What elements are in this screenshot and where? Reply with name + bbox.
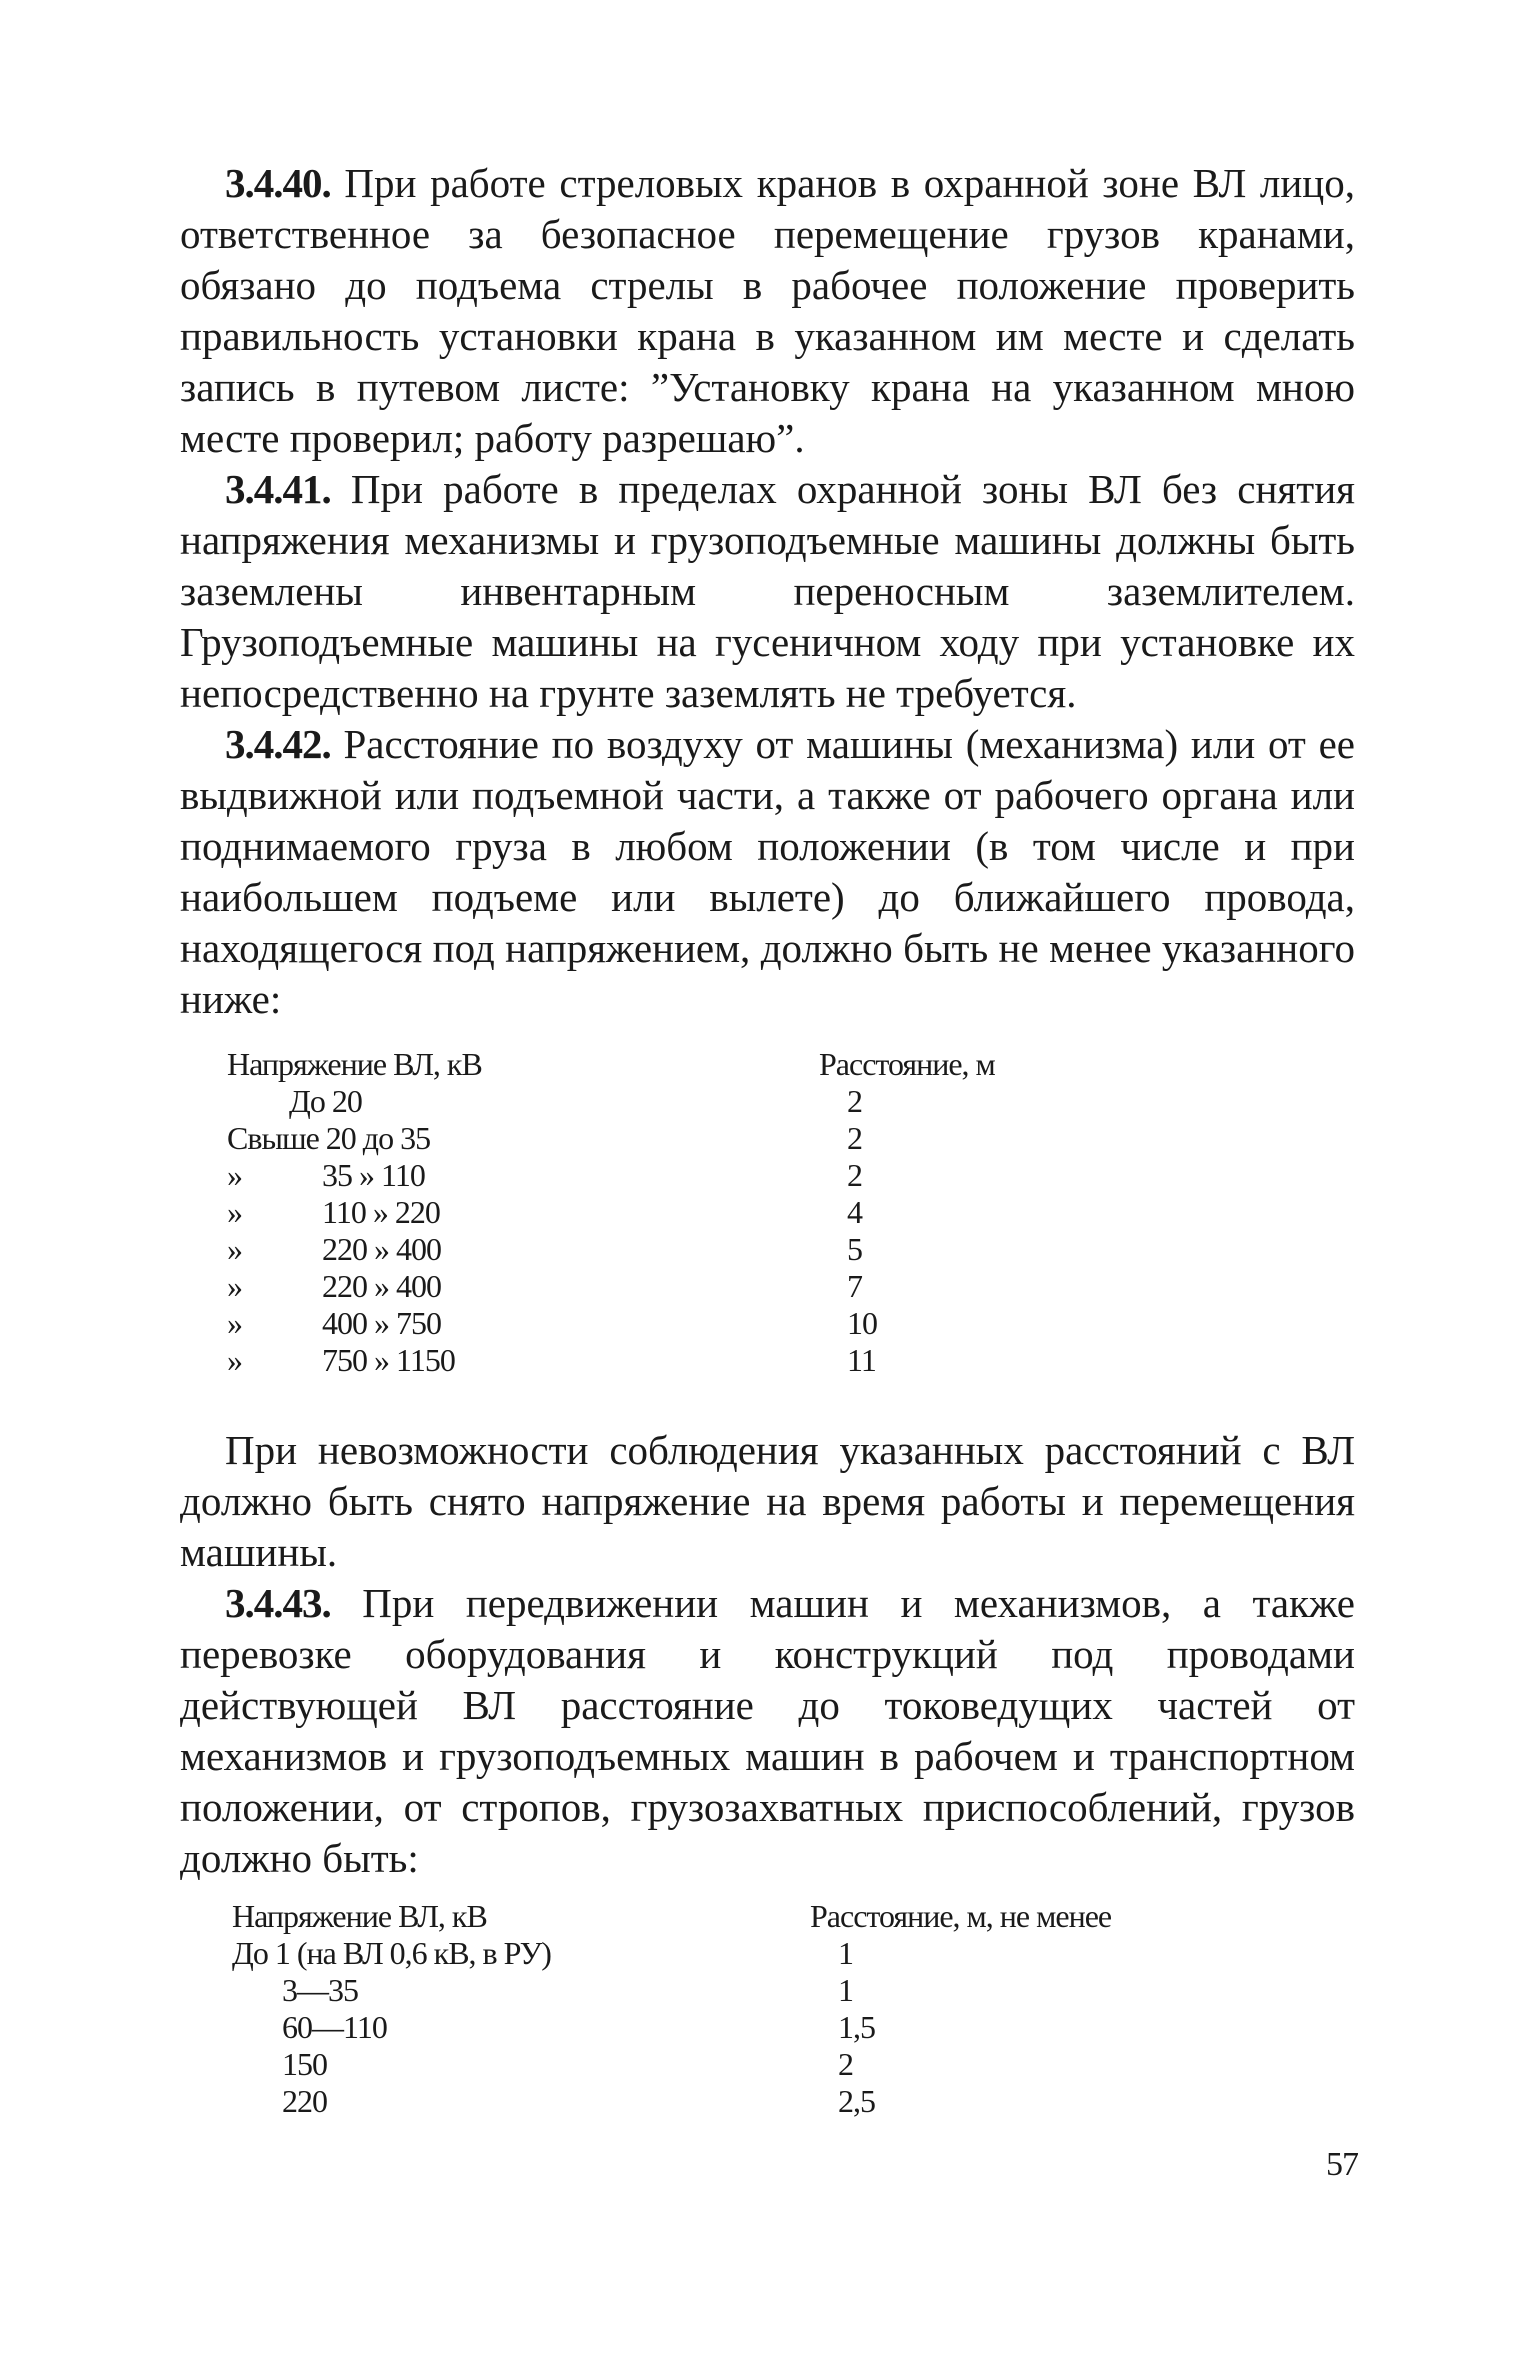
ditto-mark: » [227,1305,242,1341]
distance-cell: 7 [847,1268,862,1304]
table-row [227,1305,995,1342]
table-row [232,2083,1111,2120]
voltage-to: 400 [396,1231,441,1267]
section-number: 3.4.41. [225,466,331,512]
distance-table-2 [232,1898,1111,2120]
voltage-to: 750 [396,1305,441,1341]
distance-cell: 1 [838,1935,853,1971]
table-row [227,1231,995,1268]
voltage-cell: 150 [282,2046,327,2082]
voltage-cell: До 1 (на ВЛ 0,6 кВ, в РУ) [232,1935,551,1971]
voltage-from: 750 [322,1342,367,1378]
header-distance: Расстояние, м [819,1046,995,1082]
distance-cell: 4 [847,1194,862,1230]
table-row [232,1935,1111,1972]
page-text-top [180,158,1355,1025]
ditto-mark: » [227,1268,242,1304]
paragraph-text: Расстояние по воздуху от машины (механизма) или от ее выдвижной или подъемной части, а также от рабочего органа или поднимаемого груза в любом положении (в том числе и при наибольшем подъеме или вылете) до ближайшего провода, находящегося под напряжением, должно быть не менее указанного ниже: [180,721,1355,1022]
voltage-from: 220 [322,1231,367,1267]
paragraph-3-4-42 [180,719,1355,1025]
distance-cell: 2 [838,2046,853,2082]
ditto-mark: » [374,1305,389,1341]
voltage-cell [227,1305,819,1342]
table-row [232,2046,1111,2083]
header-voltage: Напряжение ВЛ, кВ [227,1046,482,1082]
table-row [227,1342,995,1379]
ditto-mark: » [374,1268,389,1304]
table-row [232,1972,1111,2009]
voltage-cell: 220 [282,2083,327,2119]
section-number: 3.4.42. [225,721,331,767]
table-header-row [227,1046,995,1083]
ditto-mark: » [359,1157,374,1193]
paragraph-3-4-40 [180,158,1355,464]
paragraph-3-4-43 [180,1578,1355,1884]
voltage-cell: Свыше 20 до 35 [227,1120,431,1156]
table-row [227,1083,995,1120]
distance-table-1 [227,1046,995,1379]
header-distance: Расстояние, м, не менее [810,1898,1112,1934]
voltage-cell [227,1157,819,1194]
paragraph-3-4-42-continuation: При невозможности соблюдения указанных расстояний с ВЛ должно быть снято напряжение на время работы и перемещения машины. [180,1427,1355,1575]
voltage-cell [227,1231,819,1268]
voltage-cell: 60—110 [282,2009,387,2045]
distance-cell: 5 [847,1231,862,1267]
distance-cell: 2 [847,1157,862,1193]
distance-cell: 2,5 [838,2083,875,2119]
ditto-mark: » [227,1157,242,1193]
voltage-cell: 3—35 [282,1972,358,2008]
page-text-bottom [180,1425,1355,1884]
ditto-mark: » [227,1342,242,1378]
section-number: 3.4.43. [225,1580,331,1626]
ditto-mark: » [372,1194,388,1230]
table-row [232,2009,1111,2046]
voltage-from: 110 [322,1194,366,1230]
paragraph-3-4-41 [180,464,1355,719]
voltage-cell [227,1194,819,1231]
voltage-to: 220 [394,1194,440,1230]
ditto-mark: » [227,1231,242,1267]
voltage-cell [227,1268,819,1305]
voltage-cell [227,1342,819,1379]
distance-cell: 2 [847,1120,862,1156]
voltage-cell: До 20 [289,1083,362,1119]
distance-cell: 11 [847,1342,876,1378]
table-row [227,1268,995,1305]
table-row [227,1157,995,1194]
paragraph-text: При работе в пределах охранной зоны ВЛ без снятия напряжения механизмы и грузоподъемные машины должны быть заземлены инвентарным переносным заземлителем. Грузоподъемные машины на гусеничном ходу при установке их непосредственно на грунте заземлять не требуется. [180,466,1355,716]
paragraph-text: При передвижении машин и механизмов, а также перевозке оборудования и конструкций под проводами действующей ВЛ расстояние до токоведущих частей от механизмов и грузоподъемных машин в рабочем и транспортном положении, от стропов, грузозахватных приспособлений, грузов должно быть: [180,1580,1355,1881]
header-voltage: Напряжение ВЛ, кВ [232,1898,487,1934]
table-header-row [232,1898,1111,1935]
voltage-to: 1150 [396,1342,455,1378]
voltage-to: 400 [396,1268,441,1304]
page-number: 57 [1326,2146,1358,2183]
table-row [227,1194,995,1231]
voltage-from: 35 [322,1157,352,1193]
ditto-mark: » [374,1231,389,1267]
distance-cell: 1 [838,1972,853,2008]
voltage-from: 400 [322,1305,367,1341]
voltage-to: 110 [381,1157,425,1193]
distance-cell: 2 [847,1083,862,1119]
distance-cell: 10 [847,1305,877,1341]
paragraph-text: При работе стреловых кранов в охранной зоне ВЛ лицо, ответственное за безопасное перемещение грузов кранами, обязано до подъема стрелы в рабочее положение проверить правильность установки крана в указанном им месте и сделать запись в путевом листе: ”Установку крана на указанном мною месте проверил; работу разрешаю”. [180,160,1355,461]
voltage-from: 220 [322,1268,367,1304]
section-number: 3.4.40. [225,160,331,206]
ditto-mark: » [374,1342,389,1378]
table-row [227,1120,995,1157]
distance-cell: 1,5 [838,2009,875,2045]
ditto-mark: » [227,1194,242,1230]
